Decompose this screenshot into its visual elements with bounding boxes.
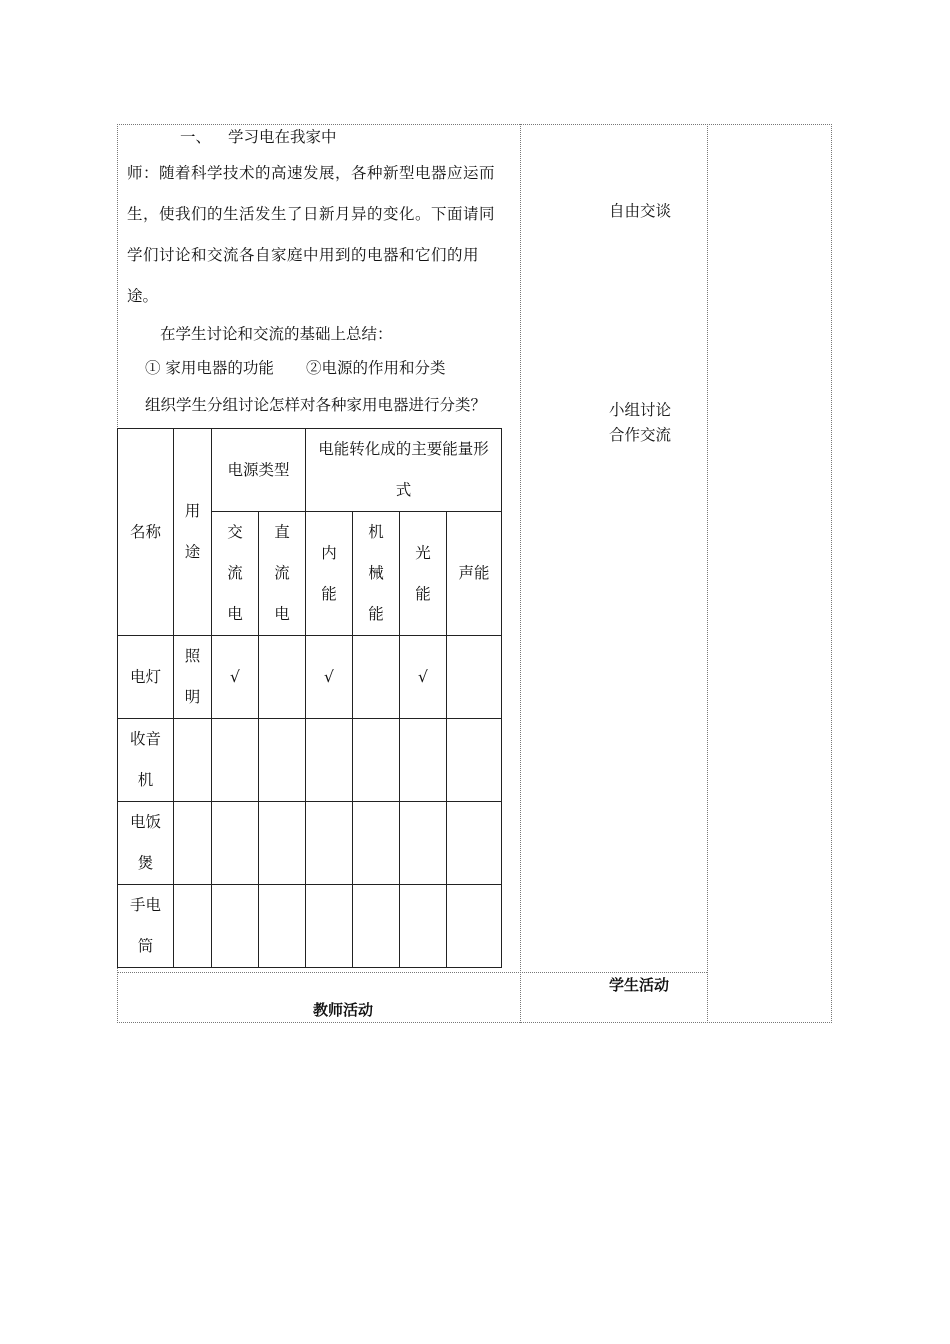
activity-free-talk: 自由交谈 <box>609 202 672 220</box>
cell-name: 电饭煲 <box>118 802 174 885</box>
summary-item-2: ②电源的作用和分类 <box>306 359 446 377</box>
cell-dc <box>259 719 306 802</box>
cell-light <box>400 885 447 968</box>
organize-discussion: 组织学生分组讨论怎样对各种家用电器进行分类？ <box>145 396 487 414</box>
cell-mechanical <box>353 802 400 885</box>
header-mechanical: 机械能 <box>353 512 400 636</box>
header-power-type: 电源类型 <box>212 429 306 512</box>
header-use: 用途 <box>174 429 212 636</box>
summary-item-1: ① 家用电器的功能 <box>145 359 274 377</box>
cell-ac <box>212 719 259 802</box>
cell-use: 照明 <box>174 636 212 719</box>
cell-use <box>174 802 212 885</box>
paragraph-line: 途。 <box>127 287 159 305</box>
header-name: 名称 <box>118 429 174 636</box>
paragraph-line: 学们讨论和交流各自家庭中用到的电器和它们的用 <box>127 246 480 264</box>
table-row <box>118 636 502 719</box>
header-dc: 直流电 <box>259 512 306 636</box>
cell-mechanical <box>353 719 400 802</box>
column-divider-2 <box>707 124 708 1023</box>
footer-divider <box>117 972 707 973</box>
cell-dc <box>259 802 306 885</box>
paragraph-line: 生，使我们的生活发生了日新月异的变化。下面请同 <box>127 205 496 223</box>
cell-dc <box>259 636 306 719</box>
cell-name: 手电筒 <box>118 885 174 968</box>
header-energy-form: 电能转化成的主要能量形式 <box>306 429 502 512</box>
cell-name: 收音机 <box>118 719 174 802</box>
cell-ac: √ <box>212 636 259 719</box>
section-heading-number: 一、 <box>180 128 212 146</box>
header-heat: 内能 <box>306 512 353 636</box>
cell-ac <box>212 885 259 968</box>
section-heading: 学习电在我家中 <box>228 128 337 146</box>
cell-light: √ <box>400 636 447 719</box>
cell-light <box>400 719 447 802</box>
header-ac: 交流电 <box>212 512 259 636</box>
cell-heat <box>306 885 353 968</box>
cell-sound <box>447 636 502 719</box>
cell-use <box>174 719 212 802</box>
cell-mechanical <box>353 636 400 719</box>
header-sound: 声能 <box>447 512 502 636</box>
table-row <box>118 802 502 885</box>
table-row <box>118 719 502 802</box>
cell-mechanical <box>353 885 400 968</box>
activity-cooperate: 合作交流 <box>609 426 672 444</box>
header-light: 光能 <box>400 512 447 636</box>
summary-intro: 在学生讨论和交流的基础上总结： <box>160 325 393 343</box>
cell-light <box>400 802 447 885</box>
student-activity-label: 学生活动 <box>609 976 670 994</box>
teacher-activity-label: 教师活动 <box>313 1001 374 1019</box>
cell-dc <box>259 885 306 968</box>
cell-sound <box>447 802 502 885</box>
cell-ac <box>212 802 259 885</box>
paragraph-line: 师：随着科学技术的高速发展，各种新型电器应运而 <box>127 164 496 182</box>
cell-heat <box>306 802 353 885</box>
cell-heat: √ <box>306 636 353 719</box>
cell-sound <box>447 719 502 802</box>
cell-use <box>174 885 212 968</box>
activity-group-discuss: 小组讨论 <box>609 401 672 419</box>
cell-name: 电灯 <box>118 636 174 719</box>
cell-sound <box>447 885 502 968</box>
appliance-table <box>117 428 502 968</box>
column-divider-1 <box>520 124 521 1023</box>
table-row <box>118 885 502 968</box>
cell-heat <box>306 719 353 802</box>
